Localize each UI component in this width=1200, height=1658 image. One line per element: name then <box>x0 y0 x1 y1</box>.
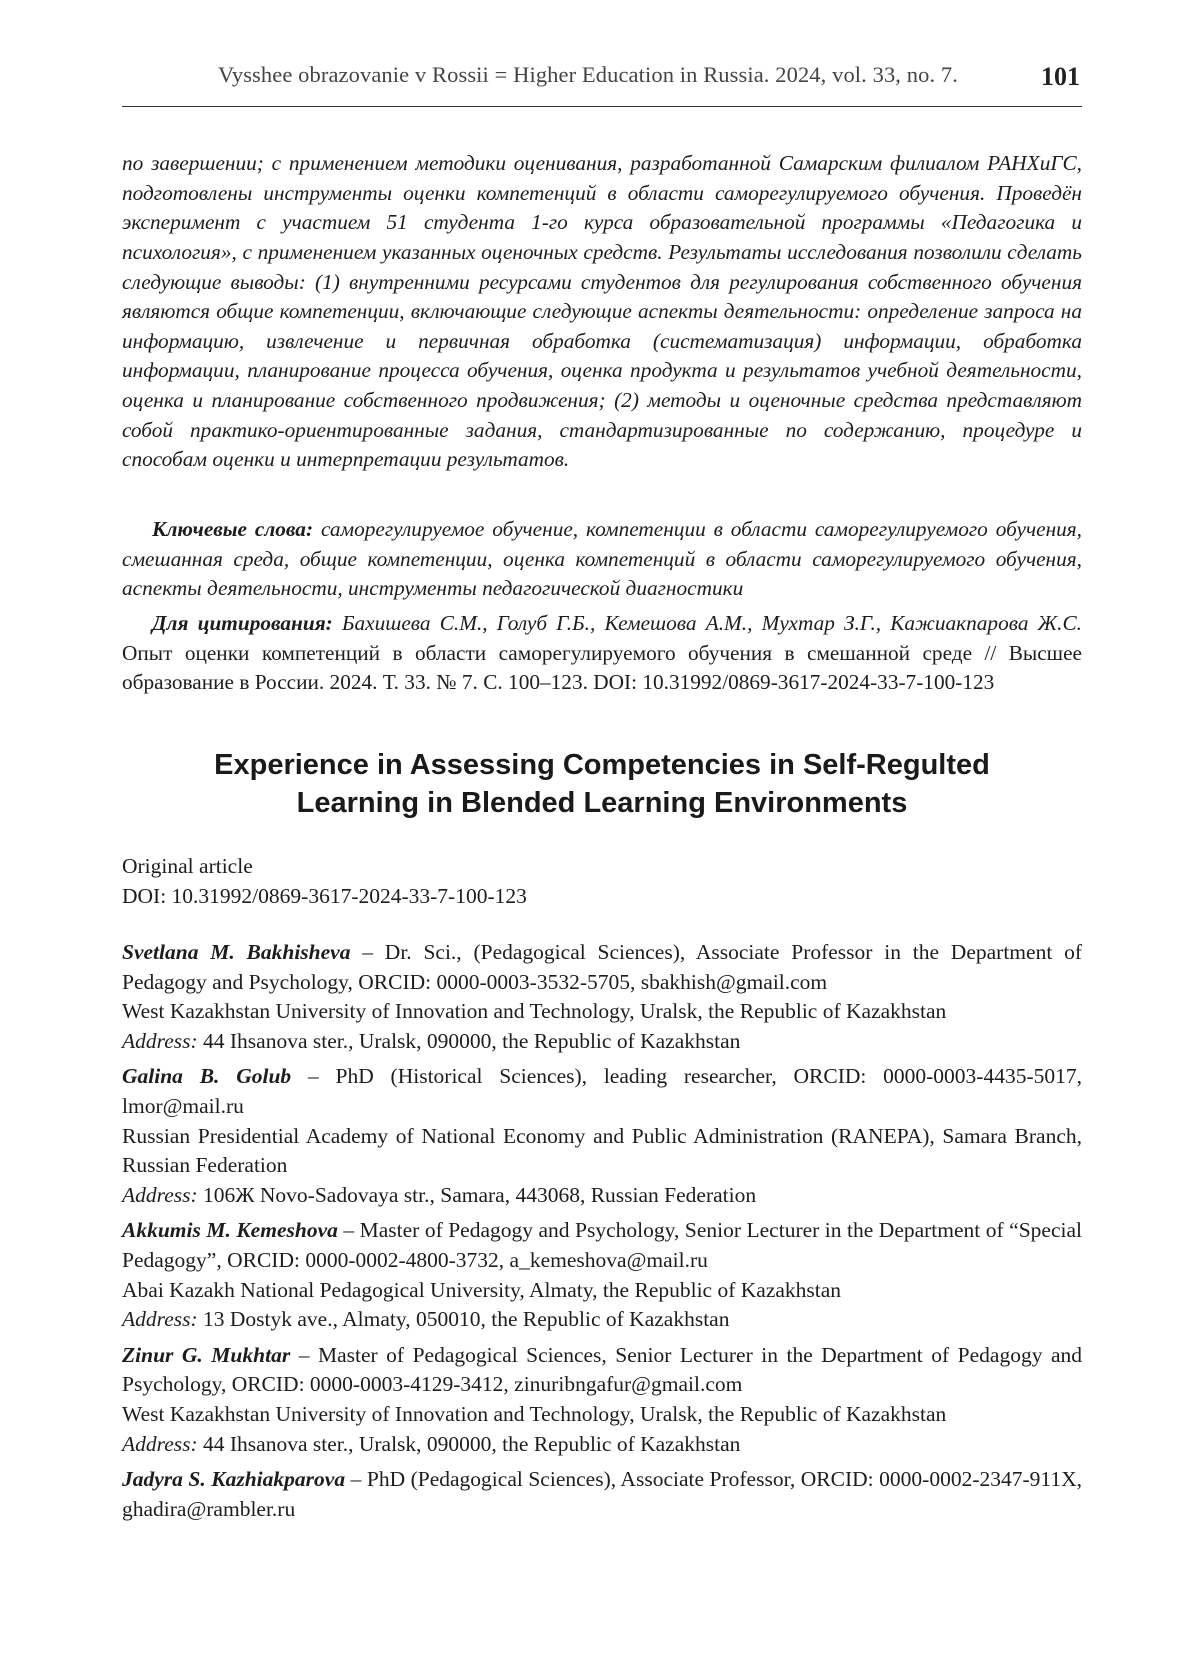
author-details-line <box>122 1216 1082 1275</box>
article-doi: DOI: 10.31992/0869-3617-2024-33-7-100-123 <box>122 883 527 908</box>
author-address-line <box>122 1305 1082 1335</box>
abstract-paragraph: по завершении; с применением методики оценивания, разработанной Самарским филиалом РАНХиГС, подготовлены инструменты оценки компетенций в области саморегулируемого обучения. Проведён эксперимент с участием 51 студента 1-го курса образовательной программы «Педагогика и психология», с применением указанных оценочных средств. Результаты исследования позволили сделать следующие выводы: (1) внутренними ресурсами студентов для регулирования собственного обучения являются общие компетенции, включающие следующие аспекты деятельности: определение запроса на информацию, извлечение и первичная обработка (систематизация) информации, обработка информации, планирование процесса обучения, оценка продукта и результатов учебной деятельности, оценка и планирование собственного продвижения; (2) методы и оценочные средства представляют собой практико-ориентированные задания, стандартизированные по содержанию, процедуре и способам оценки и интерпретации результатов. <box>122 151 1082 472</box>
citation-paragraph <box>122 609 1082 698</box>
authors-list <box>122 938 1082 1530</box>
keywords-label: Ключевые слова: <box>152 517 314 542</box>
article-type: Original article <box>122 854 253 878</box>
address-label: Address: <box>122 1431 198 1456</box>
author-block <box>122 1465 1082 1524</box>
author-name: Zinur G. Mukhtar <box>122 1342 291 1367</box>
author-name: Svetlana M. Bakhisheva <box>122 940 351 964</box>
author-details: – PhD (Pedagogical Sciences), Associate Professor, ORCID: 0000-0002-2347-911X, ghadira@rambler.ru <box>122 1467 1082 1521</box>
citation-text: Опыт оценки компетенций в области саморегулируемого обучения в смешанной среде // Высшее образование в России. 2024. Т. 33. № 7. С. 100–123. DOI: 10.31992/0869-3617-2024-33-7-100-123 <box>122 640 1082 695</box>
author-details: – PhD (Historical Sciences), leading researcher, ORCID: 0000-0003-4435-5017, lmor@mail.ru <box>122 1064 1083 1118</box>
author-address-line <box>122 1027 1082 1057</box>
author-affiliation: Abai Kazakh National Pedagogical University, Almaty, the Republic of Kazakhstan <box>122 1277 842 1302</box>
author-affiliation: West Kazakhstan University of Innovation and Technology, Uralsk, the Republic of Kazakhstan <box>122 999 947 1024</box>
author-address: 44 Ihsanova ster., Uralsk, 090000, the Republic of Kazakhstan <box>203 1028 741 1053</box>
keywords-paragraph <box>122 515 1082 604</box>
author-address: 106Ж Novo-Sadovaya str., Samara, 443068, Russian Federation <box>203 1182 757 1207</box>
author-block <box>122 1341 1082 1459</box>
author-address-line <box>122 1181 1082 1211</box>
author-details-line <box>122 1341 1082 1400</box>
author-block <box>122 938 1082 1056</box>
address-label: Address: <box>122 1028 198 1053</box>
running-header <box>122 62 1082 107</box>
citation-label: Для цитирования: <box>152 611 333 636</box>
address-label: Address: <box>122 1182 198 1207</box>
author-name: Akkumis M. Kemeshova <box>122 1218 338 1243</box>
author-address-line <box>122 1430 1082 1460</box>
author-details: – Master of Pedagogical Sciences, Senior Lecturer in the Department of Pedagogy and Psychology, ORCID: 0000-0003-4129-3412, zinuribngafur@gmail.com <box>122 1342 1083 1397</box>
article-meta <box>122 852 1082 911</box>
author-affiliation: Russian Presidential Academy of National Economy and Public Administration (RANEPA), Samara Branch, Russian Federation <box>122 1123 1082 1178</box>
author-details-line <box>122 1062 1082 1121</box>
citation-authors: Бахишева С.М., Голуб Г.Б., Кемешова А.М., Мухтар З.Г., Кажиакпарова Ж.С. <box>341 611 1082 636</box>
author-details: – Master of Pedagogy and Psychology, Senior Lecturer in the Department of “Special Pedagogy”, ORCID: 0000-0002-4800-3732, a_kemeshova@mail.ru <box>122 1218 1082 1272</box>
keywords-text: саморегулируемое обучение, компетенции в области саморегулируемого обучения, смешанная среда, общие компетенции, оценка компетенций в области саморегулируемого обучения, аспекты деятельности, инструменты педагогической диагностики <box>122 517 1083 601</box>
address-label: Address: <box>122 1307 198 1332</box>
author-block <box>122 1216 1082 1334</box>
journal-page <box>122 0 1082 1658</box>
author-name: Galina B. Golub <box>122 1064 292 1089</box>
author-details-line <box>122 938 1082 997</box>
article-title-line-2: Learning in Blended Learning Environments <box>296 787 908 819</box>
author-name: Jadyra S. Kazhiakparova <box>122 1467 346 1492</box>
author-address: 44 Ihsanova ster., Uralsk, 090000, the Republic of Kazakhstan <box>203 1431 741 1456</box>
article-title <box>122 746 1082 822</box>
author-address: 13 Dostyk ave., Almaty, 050010, the Republic of Kazakhstan <box>203 1307 730 1332</box>
journal-citation-line: Vysshee obrazovanie v Rossii = Higher Education in Russia. 2024, vol. 33, no. 7. <box>218 62 958 87</box>
author-details: – Dr. Sci., (Pedagogical Sciences), Associate Professor in the Department of Pedagogy and Psychology, ORCID: 0000-0003-3532-5705, sbakhish@gmail.com <box>122 940 1082 994</box>
author-affiliation: West Kazakhstan University of Innovation and Technology, Uralsk, the Republic of Kazakhstan <box>122 1401 947 1426</box>
article-title-line-1: Experience in Assessing Competencies in Self-Regulted <box>214 749 990 781</box>
author-details-line <box>122 1465 1082 1524</box>
author-block <box>122 1062 1082 1210</box>
page-number: 101 <box>1041 62 1080 91</box>
